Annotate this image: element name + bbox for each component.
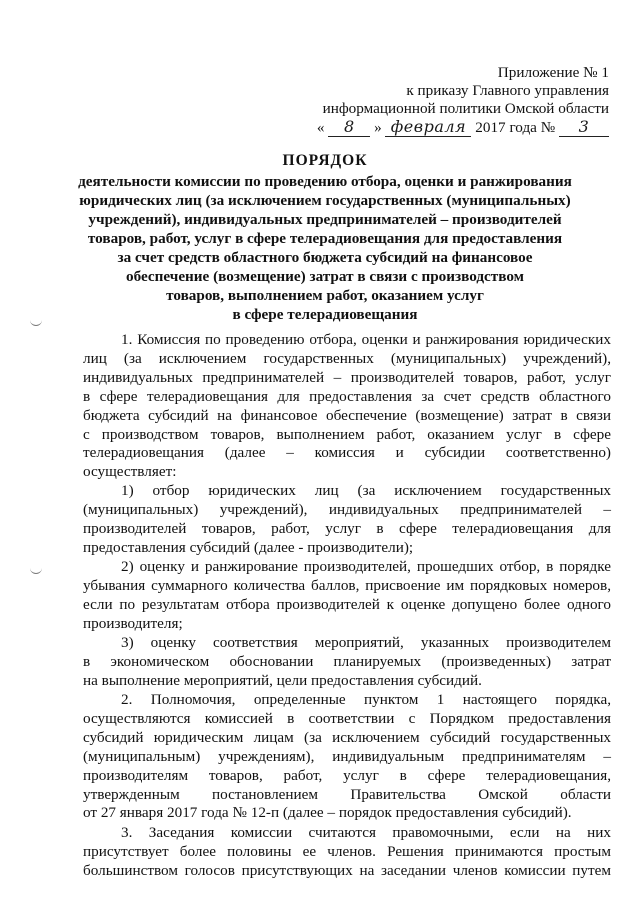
text-line: на выполнение мероприятий, цели предоставления субсидий. xyxy=(83,671,482,689)
text-line: производителей товаров, работ, услуг в сфере телерадиовещания для xyxy=(83,519,611,537)
date-month: февраля xyxy=(385,118,471,137)
text-line: 1. Комиссия по проведению отбора, оценки и ранжирования юридических xyxy=(121,331,611,348)
paragraph-1 xyxy=(83,331,611,482)
text-line: лиц (за исключением государственных (муниципальных) учреждений), xyxy=(83,349,611,367)
title-line: обеспечение (возмещение) затрат в связи с производством xyxy=(125,268,525,285)
text-line: 1) отбор юридических лиц (за исключением государственных xyxy=(121,482,611,499)
title-line: товаров, выполнением работ, оказанием услуг xyxy=(166,287,484,304)
document-title: ПОРЯДОК xyxy=(282,152,368,169)
text-line: присутствует более половины ее членов. Решения принимаются простым xyxy=(83,842,611,860)
text-line: в сфере телерадиовещания для предоставления за счет средств областного xyxy=(83,387,611,405)
title-line: деятельности комиссии по проведению отбора, оценки и ранжирования xyxy=(78,173,572,190)
text-line: телерадиовещания (далее – комиссия и субсидии соответственно) xyxy=(83,444,611,462)
text-line: (муниципальных) учреждений), индивидуальных предпринимателей – xyxy=(83,500,611,518)
text-line: индивидуальных предпринимателей – производителей товаров, работ, услуг xyxy=(83,368,611,386)
text-line: 3) оценку соответствия мероприятий, указанных производителем xyxy=(121,634,611,651)
text-line: от 27 января 2017 года № 12-п (далее – порядок предоставления субсидий). xyxy=(83,804,572,822)
text-line: убывания суммарного количества баллов, присвоение им порядковых номеров, xyxy=(83,576,611,594)
order-line-2: информационной политики Омской области xyxy=(322,100,609,117)
date-year-text: 2017 года № xyxy=(475,119,556,136)
text-line: (муниципальным) учреждениям), индивидуальным предпринимателям – xyxy=(83,747,611,765)
title-line: товаров, работ, услуг в сфере телерадиовещания для предоставления xyxy=(87,230,563,247)
scan-margin-mark xyxy=(30,566,42,574)
paragraph-1-item-3 xyxy=(83,634,611,691)
appendix-label: Приложение № 1 xyxy=(497,64,609,81)
text-line: в экономическом обосновании планируемых (произведенных) затрат xyxy=(83,652,611,670)
date-open-quote: « xyxy=(316,119,325,136)
text-line: предоставления субсидий (далее - производители); xyxy=(83,538,414,556)
text-line: 3. Заседания комиссии считаются правомочными, если на них xyxy=(121,824,611,841)
text-line: большинством голосов присутствующих на заседании членов комиссии путем xyxy=(83,861,611,879)
text-line: осуществляет: xyxy=(83,463,177,481)
text-line: утвержденным постановлением Правительства Омской области xyxy=(83,785,611,803)
paragraph-2 xyxy=(83,691,611,823)
text-line: осуществляются комиссией в соответствии с Порядком предоставления xyxy=(83,709,611,727)
date-close-quote: » xyxy=(374,119,382,136)
text-line: если по результатам отбора производителей к оценке допущено более одного xyxy=(83,595,611,613)
text-line: 2) оценку и ранжирование производителей, прошедших отбор, в порядке xyxy=(121,558,611,575)
paragraph-3 xyxy=(83,824,611,881)
text-line: субсидий юридическим лицам (за исключением субсидий государственных xyxy=(83,728,611,746)
date-day: 8 xyxy=(328,118,370,137)
title-line: юридических лиц (за исключением государственных (муниципальных) xyxy=(79,192,571,209)
title-line: за счет средств областного бюджета субсидий на финансовое xyxy=(117,249,533,266)
text-line: производителя; xyxy=(83,614,183,632)
title-line: учреждений), индивидуальных предпринимателей – производителей xyxy=(88,211,562,228)
order-line-1: к приказу Главного управления xyxy=(406,82,609,99)
order-date-line xyxy=(317,118,609,137)
text-line: 2. Полномочия, определенные пунктом 1 настоящего порядка, xyxy=(121,691,611,708)
text-line: производителям товаров, работ, услуг в сфере телерадиовещания, xyxy=(83,766,611,784)
order-number: 3 xyxy=(559,118,609,137)
scan-margin-mark xyxy=(30,318,42,326)
title-line: в сфере телерадиовещания xyxy=(232,306,418,323)
text-line: бюджета субсидий на финансовое обеспечение (возмещение) затрат в связи xyxy=(83,406,611,424)
paragraph-1-item-2 xyxy=(83,558,611,634)
paragraph-1-item-1 xyxy=(83,482,611,558)
text-line: с производством товаров, выполнением работ, оказанием услуг в сфере xyxy=(83,425,611,443)
